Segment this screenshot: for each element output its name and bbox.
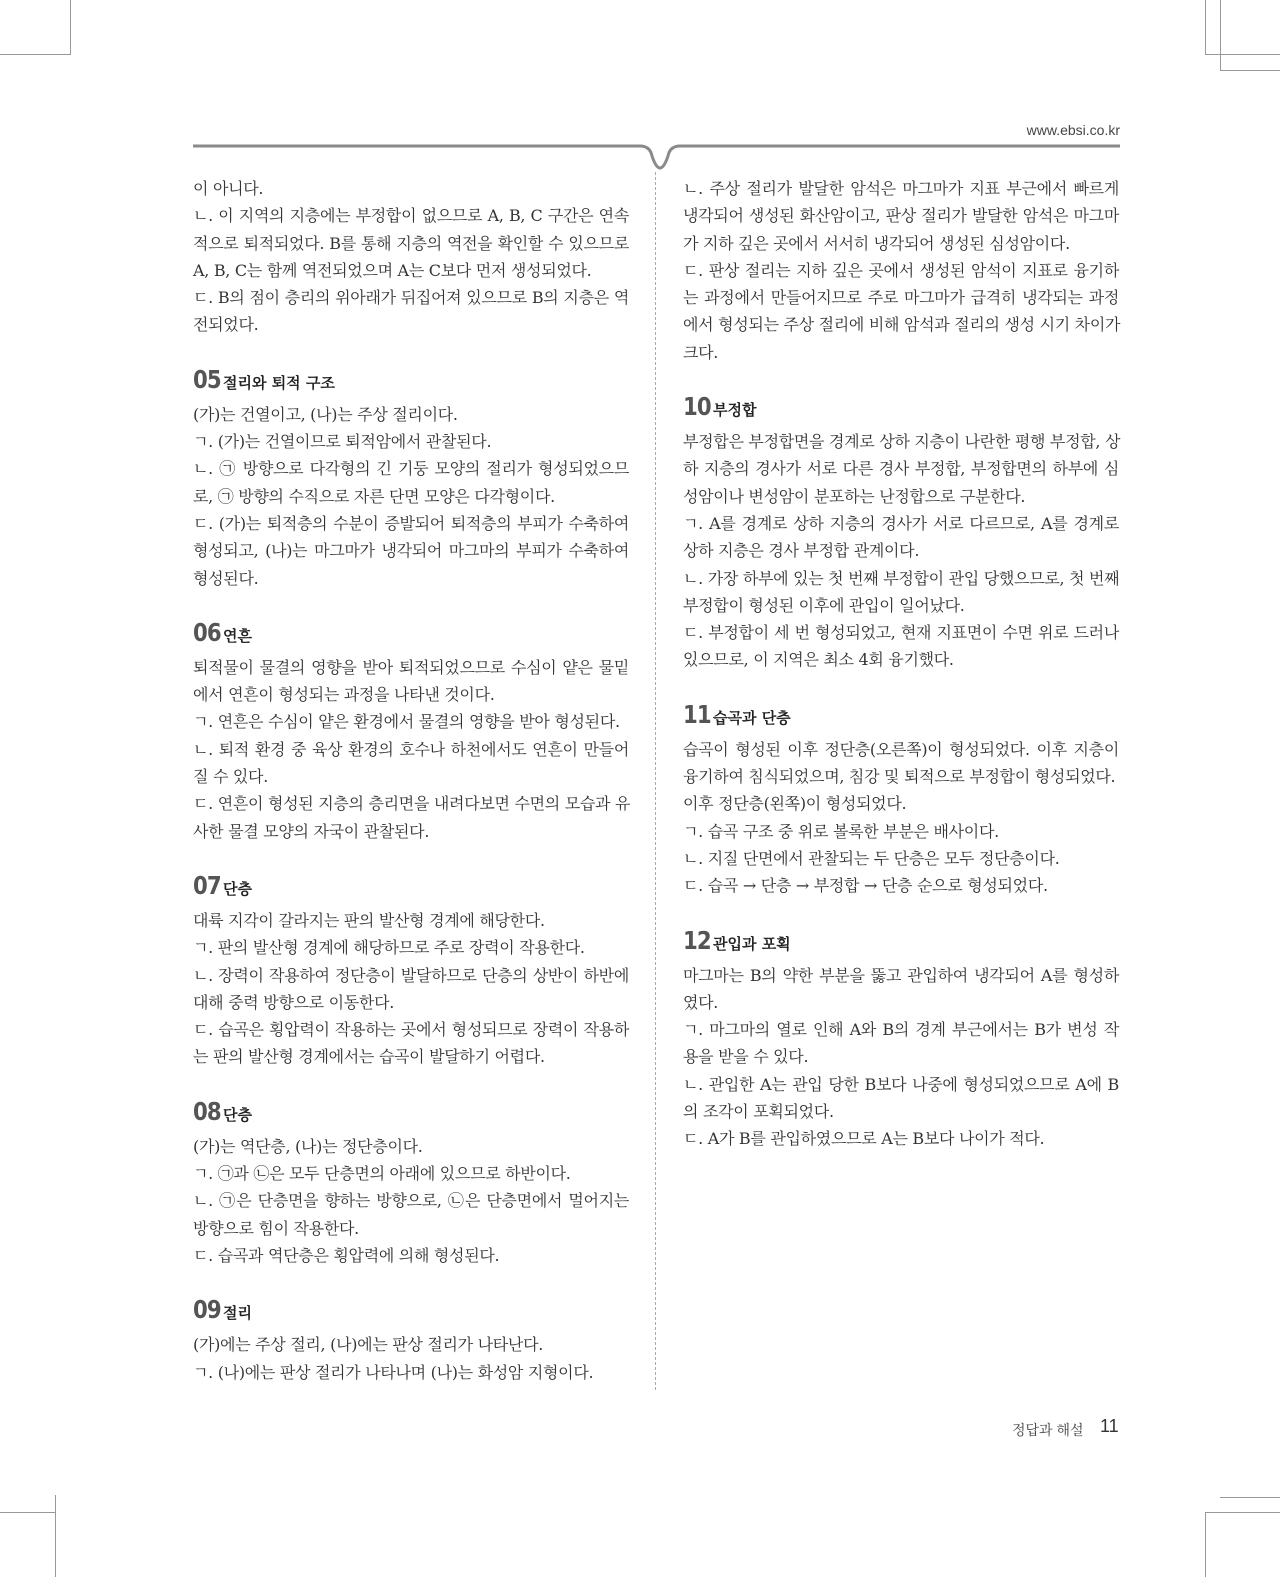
text-line: 에서 연흔이 형성되는 과정을 나타낸 것이다. <box>193 685 495 705</box>
section-heading <box>193 365 629 399</box>
section-number: 12 <box>683 925 711 955</box>
text-line: 가 지하 깊은 곳에서 서서히 냉각되어 생성된 심성암이다. <box>683 233 1070 253</box>
column-divider <box>655 172 656 1390</box>
text-line: ㄱ. 마그마의 열로 인해 A와 B의 경계 부근에서는 B가 변성 작 <box>683 1020 1119 1040</box>
text-line: ㄴ. 관입한 A는 관입 당한 B보다 나중에 형성되었으므로 A에 B <box>683 1074 1119 1094</box>
text-line: ㄴ. ㉠ 방향으로 다각형의 긴 기둥 모양의 절리가 형성되었으므 <box>193 459 629 479</box>
text-line: 는 과정에서 만들어지므로 주로 마그마가 급격히 냉각되는 과정 <box>683 288 1119 308</box>
text-line: 융기하여 침식되었으며, 침강 및 퇴적으로 부정합이 형성되었다. <box>683 767 1116 787</box>
text-line: ㄷ. (가)는 퇴적층의 수분이 증발되어 퇴적층의 부피가 수축하여 <box>193 513 629 533</box>
right-column <box>683 175 1119 1153</box>
text-line: ㄱ. ㉠과 ㉡은 모두 단층면의 아래에 있으므로 하반이다. <box>193 1164 571 1184</box>
text-line: ㄷ. 부정합이 세 번 형성되었고, 현재 지표면이 수면 위로 드러나 <box>683 623 1119 643</box>
text-line: 이후 정단층(왼쪽)이 형성되었다. <box>683 794 907 814</box>
answer-section <box>683 926 1119 1153</box>
text-line: (가)는 역단층, (나)는 정단층이다. <box>193 1136 423 1156</box>
section-title: 절리 <box>223 1304 252 1323</box>
text-line: (가)에는 주상 절리, (나)에는 판상 절리가 나타난다. <box>193 1335 544 1355</box>
text-line: 사한 물결 모양의 자국이 관찰된다. <box>193 821 430 841</box>
text-line: 대륙 지각이 갈라지는 판의 발산형 경계에 해당한다. <box>193 910 545 930</box>
section-heading <box>193 1295 629 1329</box>
answer-section <box>193 1097 629 1269</box>
text-line: 질 수 있다. <box>193 767 268 787</box>
section-title: 절리와 퇴적 구조 <box>223 373 335 392</box>
text-line: ㄴ. 장력이 작용하여 정단층이 발달하므로 단층의 상반이 하반에 <box>193 965 629 985</box>
section-title: 부정합 <box>713 401 757 420</box>
text-line: 전되었다. <box>193 315 259 335</box>
text-line: 였다. <box>683 992 719 1012</box>
footer-label: 정답과 해설 <box>1012 1422 1084 1438</box>
section-title: 연흔 <box>223 626 252 645</box>
section-number: 06 <box>193 617 221 647</box>
section-title: 습곡과 단층 <box>713 708 791 727</box>
section-heading <box>683 926 1119 960</box>
text-line: ㄷ. 습곡과 역단층은 횡압력에 의해 형성된다. <box>193 1245 500 1265</box>
section-number: 07 <box>193 870 221 900</box>
left-column <box>193 175 629 1386</box>
text-line: ㄷ. 습곡은 횡압력이 작용하는 곳에서 형성되므로 장력이 작용하 <box>193 1020 629 1040</box>
text-line: ㄴ. 퇴적 환경 중 육상 환경의 호수나 하천에서도 연흔이 만들어 <box>193 739 629 759</box>
section-title: 단층 <box>223 1105 252 1124</box>
text-line: 방향으로 힘이 작용한다. <box>193 1218 359 1238</box>
text-line: ㄷ. B의 점이 층리의 위아래가 뒤집어져 있으므로 B의 지층은 역 <box>193 288 629 308</box>
section-number: 05 <box>193 364 221 394</box>
text-line: ㄱ. 연흔은 수심이 얕은 환경에서 물결의 영향을 받아 형성된다. <box>193 712 620 732</box>
text-line: 냉각되어 생성된 화산암이고, 판상 절리가 발달한 암석은 마그마 <box>683 206 1119 226</box>
section-title: 관입과 포획 <box>713 934 791 953</box>
section-heading <box>683 392 1119 426</box>
text-line: ㄷ. 습곡 → 단층 → 부정합 → 단층 순으로 형성되었다. <box>683 876 1048 896</box>
text-line: 형성된다. <box>193 568 259 588</box>
crop-mark <box>0 1512 55 1513</box>
text-line: 적으로 퇴적되었다. B를 통해 지층의 역전을 확인할 수 있으므로 <box>193 233 629 253</box>
text-line: ㄴ. 이 지역의 지층에는 부정합이 없으므로 A, B, C 구간은 연속 <box>193 206 629 226</box>
text-line: A, B, C는 함께 역전되었으며 A는 C보다 먼저 생성되었다. <box>193 260 592 280</box>
text-line: 하 지층의 경사가 서로 다른 경사 부정합, 부정합면의 하부에 심 <box>683 459 1119 479</box>
page-number: 11 <box>1100 1416 1119 1436</box>
section-number: 11 <box>683 699 711 729</box>
text-line: 마그마는 B의 약한 부분을 뚫고 관입하여 냉각되어 A를 형성하 <box>683 965 1119 985</box>
text-line: (가)는 건열이고, (나)는 주상 절리이다. <box>193 404 458 424</box>
text-line: 있으므로, 이 지역은 최소 4회 융기했다. <box>683 650 954 670</box>
intro-block <box>193 175 629 339</box>
answer-section <box>683 392 1119 674</box>
intro-block <box>683 175 1119 366</box>
text-line: 퇴적물이 물결의 영향을 받아 퇴적되었으므로 수심이 얕은 물밑 <box>193 657 629 677</box>
text-line: ㄱ. (나)에는 판상 절리가 나타나며 (나)는 화성암 지형이다. <box>193 1362 594 1382</box>
text-line: 성암이나 변성암이 분포하는 난정합으로 구분한다. <box>683 486 1026 506</box>
text-line: 부정합은 부정합면을 경계로 상하 지층이 나란한 평행 부정합, 상 <box>683 432 1121 452</box>
section-number: 09 <box>193 1295 221 1325</box>
text-line: ㄱ. 판의 발산형 경계에 해당하므로 주로 장력이 작용한다. <box>193 938 585 958</box>
text-line: ㄱ. (가)는 건열이므로 퇴적암에서 관찰된다. <box>193 432 492 452</box>
text-line: ㄷ. 연흔이 형성된 지층의 층리면을 내려다보면 수면의 모습과 유 <box>193 794 631 814</box>
section-heading <box>683 700 1119 734</box>
text-line: ㄴ. ㉠은 단층면을 향하는 방향으로, ㉡은 단층면에서 멀어지는 <box>193 1191 629 1211</box>
text-line: 는 판의 발산형 경계에서는 습곡이 발달하기 어렵다. <box>193 1047 545 1067</box>
text-line: 이 아니다. <box>193 179 264 198</box>
text-line: ㄴ. 가장 하부에 있는 첫 번째 부정합이 관입 당했으므로, 첫 번째 <box>683 568 1120 588</box>
crop-mark <box>1205 1512 1206 1577</box>
section-number: 08 <box>193 1096 221 1126</box>
text-line: 로, ㉠ 방향의 수직으로 자른 단면 모양은 다각형이다. <box>193 486 555 506</box>
text-line: ㄴ. 주상 절리가 발달한 암석은 마그마가 지표 부근에서 빠르게 <box>683 179 1119 198</box>
section-number: 10 <box>683 392 711 422</box>
header-rule <box>0 0 1280 180</box>
text-line: 상하 지층은 경사 부정합 관계이다. <box>683 541 920 561</box>
crop-mark <box>1220 1497 1280 1498</box>
section-title: 단층 <box>223 879 252 898</box>
answer-section <box>683 700 1119 900</box>
text-line: 의 조각이 포획되었다. <box>683 1102 834 1122</box>
text-line: ㄷ. A가 B를 관입하였으므로 A는 B보다 나이가 적다. <box>683 1129 1045 1149</box>
crop-mark <box>1205 1512 1280 1513</box>
text-line: ㄱ. A를 경계로 상하 지층의 경사가 서로 다르므로, A를 경계로 <box>683 513 1119 533</box>
text-line: 에서 형성되는 주상 절리에 비해 암석과 절리의 생성 시기 차이가 <box>683 315 1121 335</box>
answer-section <box>193 618 629 845</box>
section-heading <box>193 1097 629 1131</box>
text-line: 용을 받을 수 있다. <box>683 1047 809 1067</box>
section-heading <box>193 871 629 905</box>
text-line: 습곡이 형성된 이후 정단층(오른쪽)이 형성되었다. 이후 지층이 <box>683 739 1119 759</box>
text-line: 대해 중력 방향으로 이동한다. <box>193 992 395 1012</box>
answer-section <box>193 871 629 1071</box>
header-url: www.ebsi.co.kr <box>1026 122 1120 138</box>
text-line: 형성되고, (나)는 마그마가 냉각되어 마그마의 부피가 수축하여 <box>193 541 629 561</box>
text-line: ㄷ. 판상 절리는 지하 깊은 곳에서 생성된 암석이 지표로 융기하 <box>683 260 1119 280</box>
section-heading <box>193 618 629 652</box>
crop-mark <box>55 1495 56 1577</box>
text-line: 부정합이 형성된 이후에 관입이 일어났다. <box>683 595 965 615</box>
text-line: ㄴ. 지질 단면에서 관찰되는 두 단층은 모두 정단층이다. <box>683 848 1060 868</box>
text-line: ㄱ. 습곡 구조 중 위로 볼록한 부분은 배사이다. <box>683 821 999 841</box>
answer-section <box>193 1295 629 1386</box>
answer-section <box>193 365 629 592</box>
text-line: 크다. <box>683 342 719 362</box>
